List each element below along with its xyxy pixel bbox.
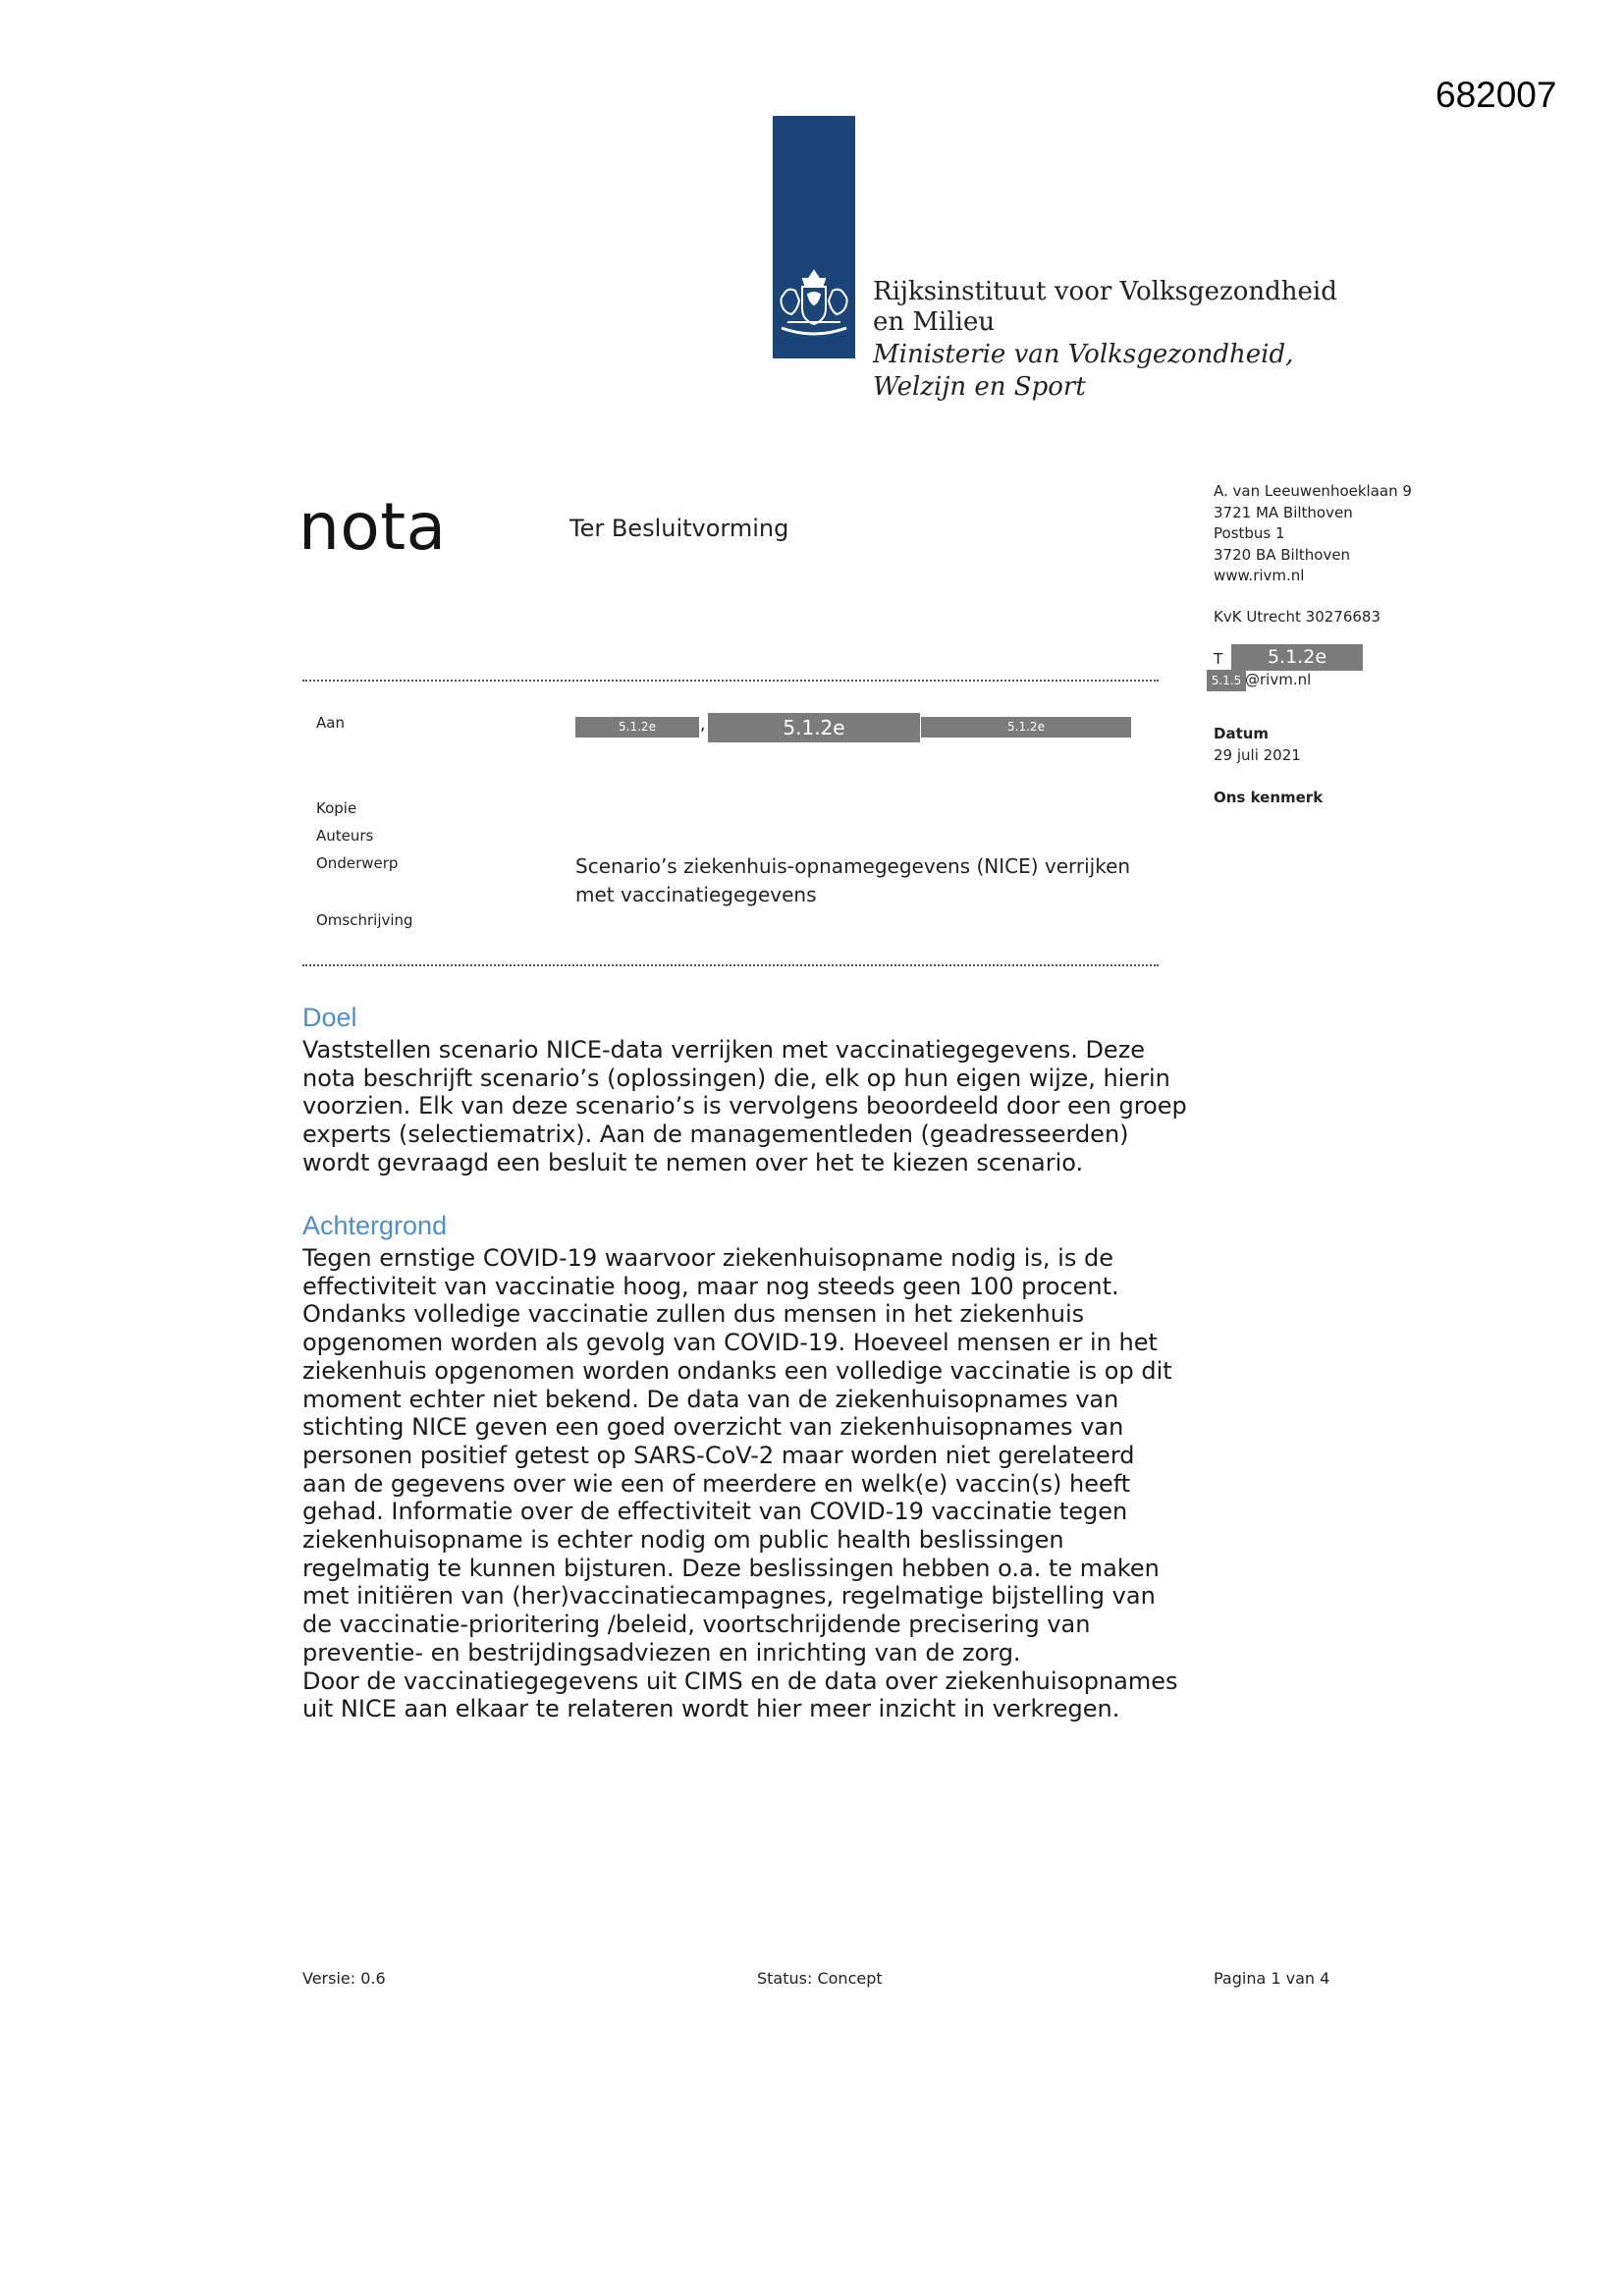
aan-label: Aan — [316, 714, 345, 732]
footer-status: Status: Concept — [757, 1969, 883, 1988]
address-line: A. van Leeuwenhoeklaan 9 — [1214, 482, 1412, 500]
auteurs-label: Auteurs — [316, 827, 374, 845]
website-link[interactable]: www.rivm.nl — [1214, 567, 1305, 584]
address-block — [1214, 481, 1412, 587]
doel-paragraph: Vaststellen scenario NICE-data verrijken met vaccinatiegegevens. Deze nota beschrijft scenario’s (oplossingen) die, elk op hun eigen wijze, hierin voorzien. Elk van deze scenario’s is vervolgens beoordeeld door een groep experts (selectiematrix). Aan de managementleden (geadresseerden) wordt gevraagd een besluit te nemen over het te kiezen scenario. — [302, 1036, 1187, 1176]
achtergrond-paragraph: Tegen ernstige COVID-19 waarvoor ziekenhuisopname nodig is, is de effectiviteit van vaccinatie hoog, maar nog steeds geen 100 procent. Ondanks volledige vaccinatie zullen dus mensen in het ziekenhuis opgenomen worden als gevolg van COVID-19. Hoeveel mensen er in het ziekenhuis opgenomen worden ondanks een volledige vaccinatie is op dit moment echter niet bekend. De data van de ziekenhuisopnames van stichting NICE geven een goed overzicht van ziekenhuisopnames van personen positief getest op SARS-CoV-2 maar worden niet gerelateerd aan de gegevens over wie een of meerdere en welk(e) vaccin(s) heeft gehad. Informatie over de effectiviteit van COVID-19 vaccinatie tegen ziekenhuisopname is echter nodig om public health beslissingen regelmatig te kunnen bijsturen. Deze beslissingen hebben o.a. te maken met initiëren van (her)vaccinatiecampagnes, regelmatige bijstelling van de vaccinatie-prioritering /beleid, voortschrijdende precisering van preventie- en bestrijdingsadviezen en inrichting van de zorg. Door de vaccinatiegegevens uit CIMS en de data over ziekenhuisopnames uit NICE aan elkaar te relateren wordt hier meer inzicht in verkregen. — [302, 1244, 1178, 1723]
footer-page-number: Pagina 1 van 4 — [1214, 1969, 1330, 1988]
crest-icon — [774, 265, 854, 344]
org-line-2: en Milieu — [873, 307, 996, 337]
kopie-label: Kopie — [316, 799, 357, 817]
ministry-line-2: Welzijn en Sport — [873, 372, 1086, 402]
onderwerp-label: Onderwerp — [316, 854, 399, 872]
divider — [302, 680, 1159, 682]
organization-name — [873, 277, 1337, 403]
recipient-separator: , — [700, 715, 706, 735]
reference-label: Ons kenmerk — [1214, 789, 1324, 806]
address-line: 3720 BA Bilthoven — [1214, 545, 1351, 564]
omschrijving-label: Omschrijving — [316, 911, 413, 929]
date-value: 29 juli 2021 — [1214, 746, 1301, 764]
doel-heading: Doel — [302, 1003, 357, 1032]
divider — [302, 964, 1159, 966]
kvk-number: KvK Utrecht 30276683 — [1214, 608, 1380, 626]
email-redaction: 5.1.5 — [1207, 670, 1246, 691]
recipient-redaction: 5.1.2e — [708, 713, 920, 742]
address-line: Postbus 1 — [1214, 524, 1285, 542]
recipient-redaction: 5.1.2e — [921, 717, 1131, 738]
phone-redaction: 5.1.2e — [1231, 644, 1363, 671]
document-type-title: nota — [298, 489, 447, 565]
phone-prefix: T — [1214, 650, 1223, 668]
address-line: 3721 MA Bilthoven — [1214, 503, 1353, 521]
document-purpose: Ter Besluitvorming — [569, 515, 789, 542]
recipient-redaction: 5.1.2e — [575, 717, 699, 738]
achtergrond-heading: Achtergrond — [302, 1211, 448, 1240]
footer-version: Versie: 0.6 — [302, 1969, 386, 1988]
email-domain: @rivm.nl — [1245, 671, 1312, 688]
date-label: Datum — [1214, 725, 1270, 742]
subject-value: Scenario’s ziekenhuis-opnamegegevens (NICE) verrijken met vaccinatiegegevens — [575, 854, 1131, 906]
ministry-line-1: Ministerie van Volksgezondheid, — [873, 340, 1294, 369]
document-number: 682007 — [1435, 75, 1557, 115]
org-line-1: Rijksinstituut voor Volksgezondheid — [873, 277, 1337, 306]
